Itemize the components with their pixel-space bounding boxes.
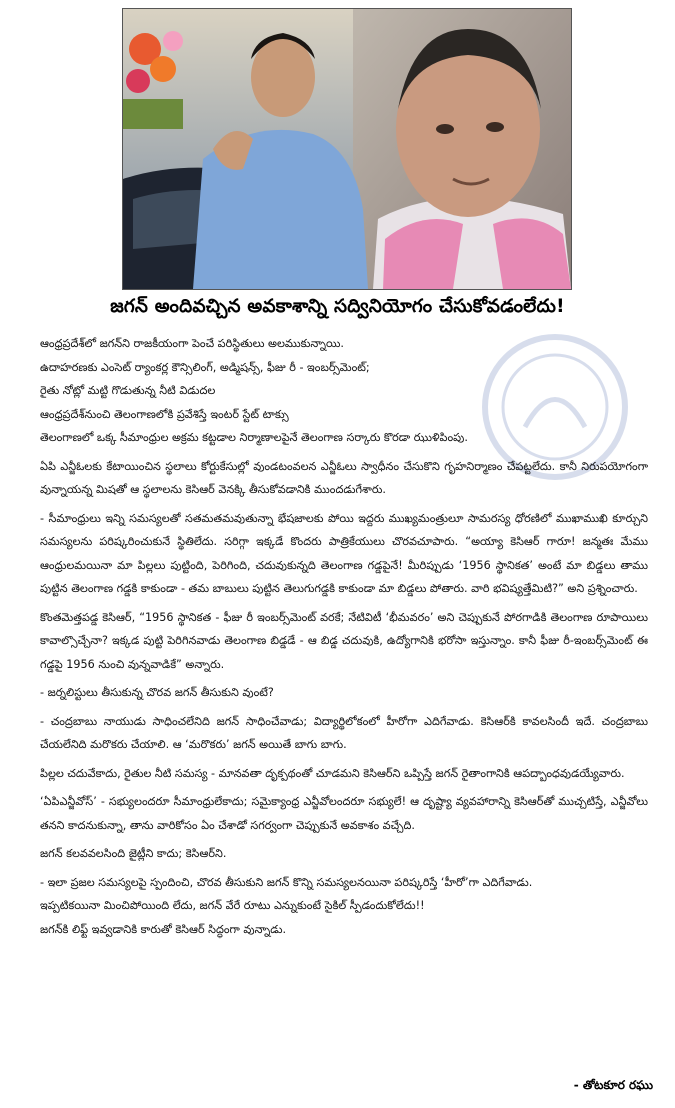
article-paragraph: ‘ఏపిఎన్జీవోస్’ - సభ్యులందరూ సీమాంధ్రులేకాదు; సమైక్యాంధ్ర ఎన్జీవోలందరూ సభ్యులే! ఆ దృష్ట్యా వ్యవహారాన్ని కెసిఆర్‌తో ముచ్చటిస్తే, ఎన్జీవోలు తనని కాదనుకున్నా, తాను వారికోసం ఏం చేశాడో సగర్వంగా చెప్పుకునే అవకాశం వచ్చేది. <box>40 795 648 832</box>
article-photo-graphic <box>123 9 571 289</box>
headline: జగన్ అందివచ్చిన అవకాశాన్ని సద్వినియోగం చేసుకోవడంలేదు! <box>110 296 565 317</box>
article-paragraph: తెలంగాణలో ఒక్క సీమాంధ్రుల అక్రమ కట్టడాల నిర్మాణాలపైనే తెలంగాణ సర్కారు కొరడా ఝుళిపింపు. <box>40 431 468 444</box>
article-paragraph: - చంద్రబాబు నాయుడు సాధించలేనిది జగన్ సాధించేవాడు; విద్యార్థిలోకంలో హీరోగా ఎదిగేవాడు. కెసిఆర్‌కి కావలసిందీ ఇదే. చంద్రబాబు చేయలేనిది మరొకరు చేయాలి. ఆ ‘మరొకరు’ జగన్ అయితే బాగు బాగు. <box>40 714 648 751</box>
article-body <box>40 332 648 941</box>
article-paragraph: జగన్ కలవవలసింది జైట్లీని కాదు; కెసిఆర్‌ని. <box>40 847 227 860</box>
article-paragraph: - సీమాంధ్రులు ఇన్ని సమస్యలతో సతమతమవుతున్నా భేషజాలకు పోయి ఇద్దరు ముఖ్యమంత్రులూ సామరస్య ధోరణిలో ముఖాముఖి కూర్చుని సమస్యలను పరిష్కరించుకునే స్థితిలేదు. సరిగ్గా ఇక్కడే కొందరు పాత్రికేయులు చొరవచూపారు. “అయ్యా కెసిఆర్ గారూ! జన్మతః మేము ఆంధ్రులమయినా మా పిల్లలు పుట్టింది, పెరిగింది, చదువుకున్నది తెలంగాణ గడ్డపైనే! మీరిప్పుడు ‘1956 స్థానికత’ అంటే మా బిడ్డలు తాము పుట్టిన తెలంగాణ గడ్డకి కాకుండా - తమ బాబులు పుట్టిన తెలుగుగడ్డకి కాకుండా మా బిడ్డలు పోతారు. వారి భవిష్యత్తేమిటి?” అని ప్రశ్నించారు. <box>40 511 648 595</box>
article-paragraph: రైతు నోట్లో మట్టి గొడుతున్న నీటి విడుదల <box>40 384 216 397</box>
article-paragraph: ఉదాహరణకు ఎంసెట్ ర్యాంకర్ల కౌన్సిలింగ్, అడ్మిషన్స్, ఫీజు రీ - ఇంబర్స్‌మెంట్; <box>40 360 370 374</box>
article-paragraph: కొంతమెత్తపడ్డ కెసిఆర్, “1956 స్థానికత - ఫీజు రీ ఇంబర్స్‌మెంట్ వరకే; నేటివిటీ ‘భీమవరం’ అని చెప్పుకునే పోరగాడికి తెలంగాణ రూపాయిలు కావాల్సొచ్చేనా? ఇక్కడ పుట్టి పెరిగినవాడు తెలంగాణ బిడ్డడే - ఆ బిడ్డ చదువుకి, ఉద్యోగానికి భరోసా ఇస్తున్నాం. కానీ ఫీజు రీ-ఇంబర్స్‌మెంట్ ఈ గడ్డపై 1956 నుంచి వున్నవాడికే” అన్నారు. <box>40 610 648 671</box>
article-paragraph: - జర్నలిస్టులు తీసుకున్న చొరవ జగన్ తీసుకుని వుంటే? <box>40 686 274 699</box>
article-paragraph: ఆంధ్రప్రదేశ్‌నుంచి తెలంగాణలోకి ప్రవేశిస్తే ఇంటర్ స్టేట్ టాక్సు <box>40 407 289 421</box>
article-paragraph: జగన్‌కి లిఫ్ట్ ఇవ్వడానికి కారుతో కెసిఆర్ సిద్ధంగా వున్నాడు. <box>40 922 287 936</box>
article-paragraph: ఇప్పటికయినా మించిపోయింది లేదు, జగన్ వేరే రూటు ఎన్నుకుంటే సైకిల్ స్పీడందుకోలేదు!! <box>40 899 425 912</box>
article-paragraph: పిల్లల చదువేకాదు, రైతుల నీటి సమస్య - మానవతా దృక్పథంతో చూడమని కెసిఆర్‌ని ఒప్పిస్తే జగన్ రైతాంగానికి ఆపద్బాంధవుడయ్యేవారు. <box>40 766 625 780</box>
article-paragraph: - ఇలా ప్రజల సమస్యలపై స్పందించి, చొరవ తీసుకుని జగన్ కొన్ని సమస్యలనయినా పరిష్కరిస్తే ‘హీరో’గా ఎదిగేవాడు. <box>40 875 533 889</box>
byline: - తోటకూర రఘు <box>573 1078 653 1092</box>
article-photo <box>122 8 572 290</box>
article-paragraph: ఏపి ఎన్జీఓలకు కేటాయించిన స్థలాలు కోర్టుకేసుల్లో వుండటంవలన ఎన్జీఓలు స్వాధీనం చేసుకొని గృహనిర్మాణం చేపట్టలేదు. కానీ నిరుపయోగంగా వున్నాయన్న మిషతో ఆ స్థలాలను కెసిఆర్ వెనక్కి తీసుకోవడానికి ముందడుగేశారు. <box>40 459 648 496</box>
article-paragraph: ఆంధ్రప్రదేశ్‌లో జగన్‌ని రాజకీయంగా పెంచే పరిస్థితులు అలముకున్నాయి. <box>40 337 344 350</box>
